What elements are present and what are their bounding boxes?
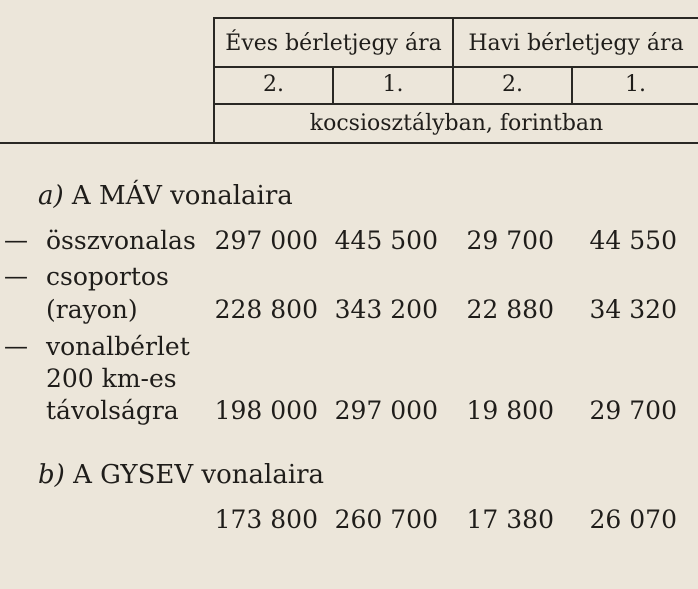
price-cell: 34 320 — [589, 295, 677, 324]
list-dash: — — [4, 262, 28, 290]
price-cell: 22 880 — [466, 295, 554, 324]
class-heading: 1. — [625, 72, 646, 97]
table-rule — [213, 66, 698, 68]
section-title-text: A MÁV vonalaira — [71, 181, 293, 211]
section-title-gysev — [38, 460, 324, 490]
row-label: összvonalas — [46, 226, 196, 255]
section-letter: a) — [38, 181, 64, 211]
list-dash: — — [4, 332, 28, 360]
price-cell: 26 070 — [589, 505, 677, 534]
price-cell: 29 700 — [466, 226, 554, 255]
price-cell: 44 550 — [589, 226, 677, 255]
row-label: (rayon) — [46, 295, 138, 324]
table-rule — [213, 103, 698, 105]
section-title-mav — [38, 181, 293, 211]
table-rule — [213, 17, 698, 19]
price-cell: 29 700 — [589, 396, 677, 425]
row-label: távolságra — [46, 396, 179, 425]
annual-price-heading: Éves bérletjegy ára — [225, 31, 442, 56]
price-cell: 173 800 — [214, 505, 318, 534]
price-cell: 19 800 — [466, 396, 554, 425]
section-letter: b) — [38, 460, 65, 490]
price-cell: 445 500 — [334, 226, 438, 255]
table-rule — [0, 142, 698, 144]
class-heading: 2. — [263, 72, 284, 97]
price-cell: 17 380 — [466, 505, 554, 534]
row-label: 200 km-es — [46, 364, 177, 393]
class-heading: 1. — [382, 72, 404, 97]
section-title-text: A GYSEV vonalaira — [73, 460, 325, 490]
price-cell: 343 200 — [334, 295, 438, 324]
header-table — [0, 0, 698, 160]
price-cell: 297 000 — [214, 226, 318, 255]
class-heading: 2. — [502, 72, 523, 97]
price-cell: 228 800 — [214, 295, 318, 324]
price-cell: 260 700 — [334, 505, 438, 534]
monthly-price-heading: Havi bérletjegy ára — [468, 31, 684, 56]
row-label: csoportos — [46, 262, 169, 291]
price-cell: 297 000 — [334, 396, 438, 425]
row-label: vonalbérlet — [46, 332, 190, 361]
list-dash: — — [4, 226, 28, 254]
price-cell: 198 000 — [214, 396, 318, 425]
unit-note: kocsiosztályban, forintban — [309, 111, 604, 136]
